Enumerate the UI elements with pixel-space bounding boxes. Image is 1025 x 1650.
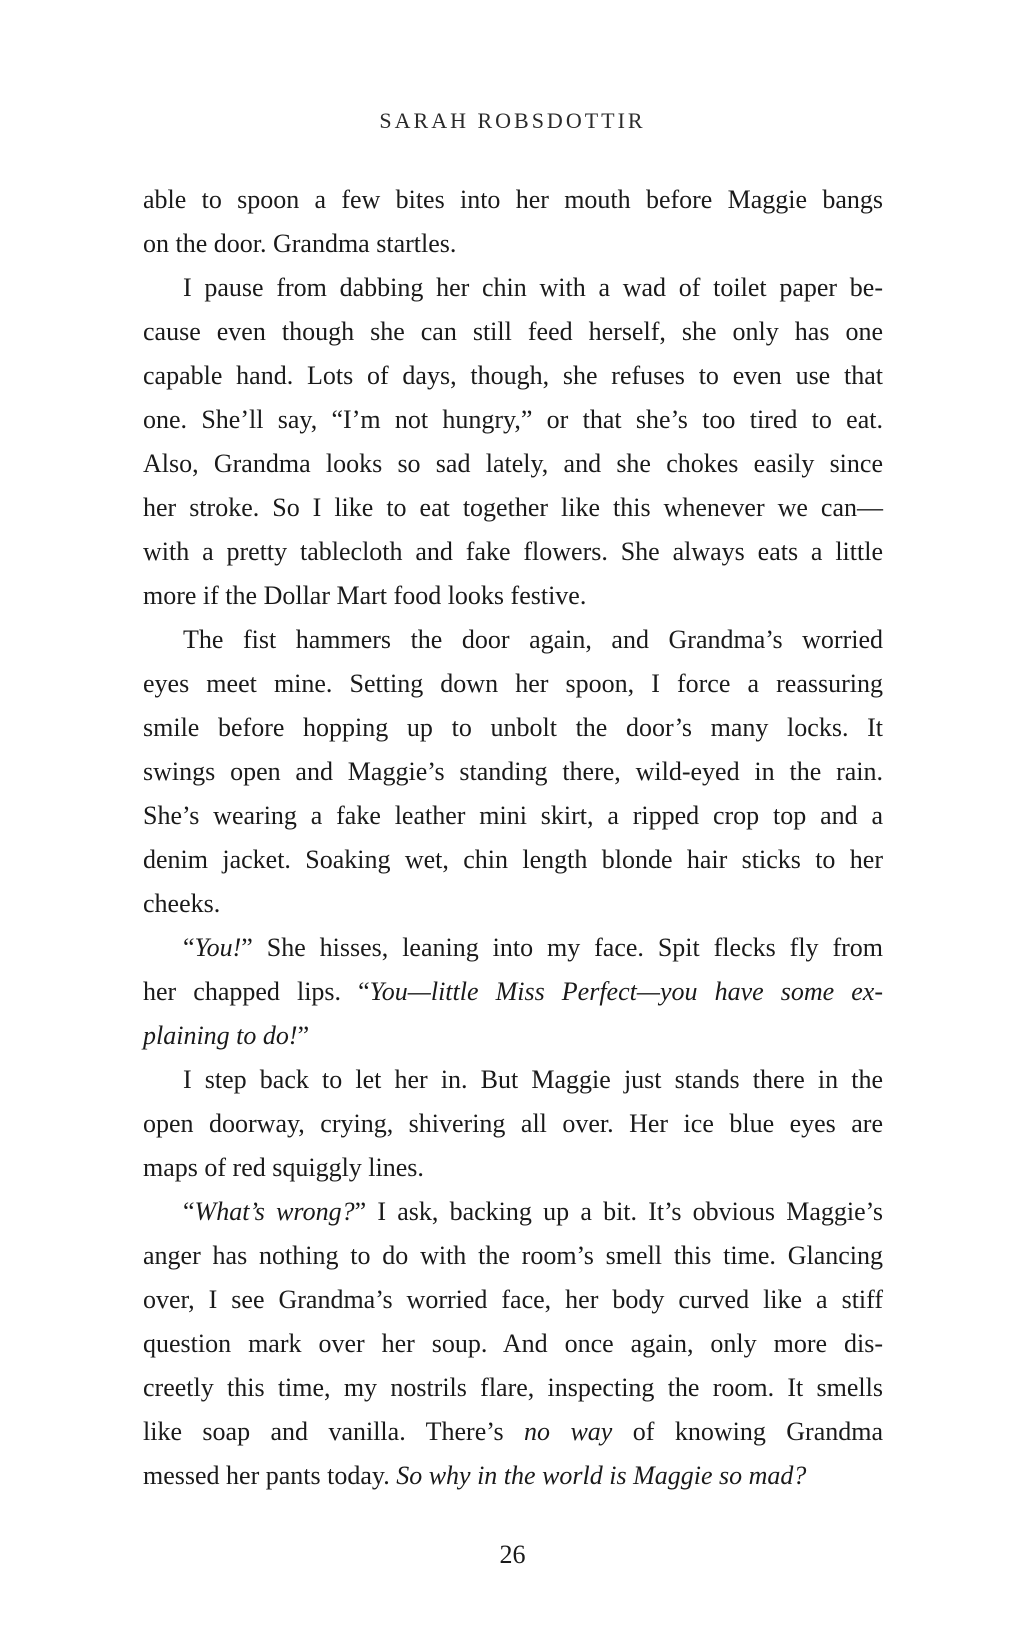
- text-line: “What’s wrong?” I ask, backing up a bit. It’s obvious Maggie’s: [183, 1197, 883, 1226]
- text-line: maps of red squiggly lines.: [143, 1153, 424, 1182]
- text-line: The fist hammers the door again, and Grandma’s worried: [183, 625, 883, 654]
- text-line: plaining to do!”: [143, 1021, 310, 1050]
- text-line: her chapped lips. “You—little Miss Perfect—you have some ex-: [143, 977, 883, 1006]
- body-text: [143, 178, 883, 1498]
- text-line: more if the Dollar Mart food looks festive.: [143, 581, 587, 610]
- text-line: She’s wearing a fake leather mini skirt, a ripped crop top and a: [143, 801, 883, 830]
- running-head-author: SARAH ROBSDOTTIR: [379, 108, 646, 133]
- text-line: able to spoon a few bites into her mouth before Maggie bangs: [143, 185, 883, 214]
- text-line: one. She’ll say, “I’m not hungry,” or that she’s too tired to eat.: [143, 405, 883, 434]
- text-line: open doorway, crying, shivering all over. Her ice blue eyes are: [143, 1109, 883, 1138]
- text-line: capable hand. Lots of days, though, she refuses to even use that: [143, 361, 883, 390]
- text-line: cheeks.: [143, 889, 221, 918]
- text-line: creetly this time, my nostrils flare, inspecting the room. It smells: [143, 1373, 883, 1402]
- text-line: messed her pants today. So why in the world is Maggie so mad?: [143, 1461, 807, 1490]
- text-line: denim jacket. Soaking wet, chin length blonde hair sticks to her: [143, 845, 883, 874]
- text-line: question mark over her soup. And once again, only more dis-: [143, 1329, 883, 1358]
- text-line: on the door. Grandma startles.: [143, 229, 457, 258]
- text-line: like soap and vanilla. There’s no way of knowing Grandma: [143, 1417, 883, 1446]
- text-line: with a pretty tablecloth and fake flowers. She always eats a little: [143, 537, 883, 566]
- text-line: cause even though she can still feed herself, she only has one: [143, 317, 883, 346]
- text-line: Also, Grandma looks so sad lately, and she chokes easily since: [143, 449, 883, 478]
- page-number: 26: [499, 1540, 526, 1569]
- text-line: her stroke. So I like to eat together like this whenever we can—: [143, 493, 883, 522]
- text-line: swings open and Maggie’s standing there, wild-eyed in the rain.: [143, 757, 883, 786]
- text-line: “You!” She hisses, leaning into my face. Spit flecks fly from: [183, 933, 883, 962]
- text-line: I step back to let her in. But Maggie just stands there in the: [183, 1065, 883, 1094]
- text-line: eyes meet mine. Setting down her spoon, I force a reassuring: [143, 669, 883, 698]
- text-line: anger has nothing to do with the room’s smell this time. Glancing: [143, 1241, 883, 1270]
- text-line: I pause from dabbing her chin with a wad of toilet paper be-: [183, 273, 883, 302]
- text-line: smile before hopping up to unbolt the door’s many locks. It: [143, 713, 883, 742]
- text-line: over, I see Grandma’s worried face, her body curved like a stiff: [143, 1285, 883, 1314]
